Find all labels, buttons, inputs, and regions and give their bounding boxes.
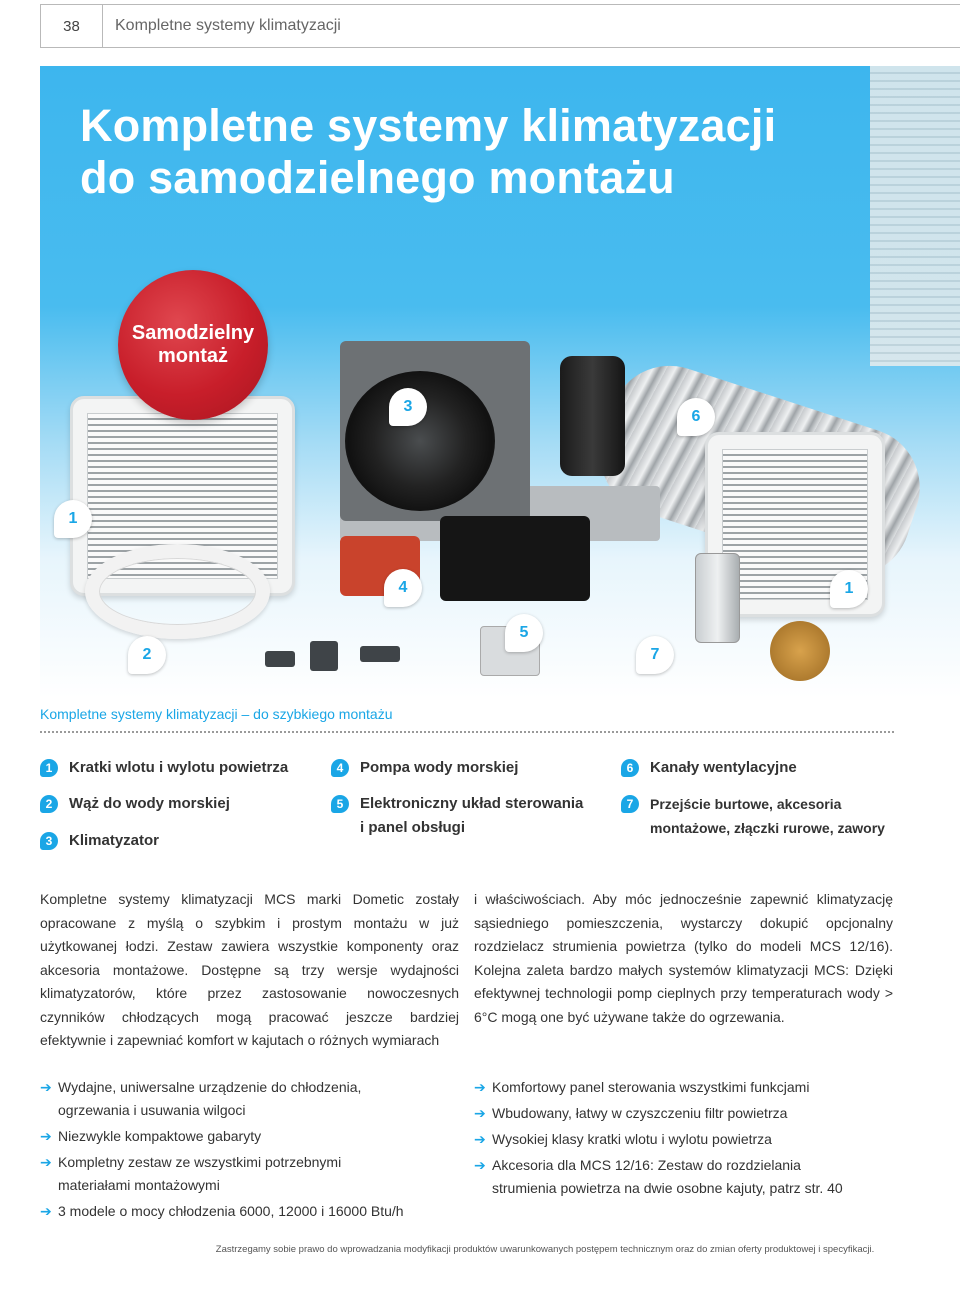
body-text-left — [40, 888, 459, 1053]
legend-label: Pompa wody morskiej — [360, 759, 519, 776]
feature-text: strumienia powietrza na dwie osobne kajuty, patrz str. 40 — [492, 1180, 843, 1196]
legend-item-6 — [621, 756, 797, 780]
feature-item — [40, 1076, 460, 1122]
arrow-right-icon: ➔ — [40, 1154, 52, 1170]
hero-title — [80, 100, 776, 204]
legend-label-line2: montażowe, złączki rurowe, zawory — [650, 820, 885, 836]
feature-text: Wbudowany, łatwy w czyszczeniu filtr powietrza — [492, 1105, 788, 1121]
background-blinds — [870, 66, 960, 366]
hero-banner — [40, 66, 960, 698]
water-hose-image — [85, 544, 270, 639]
arrow-right-icon: ➔ — [474, 1157, 486, 1173]
body-text-right — [474, 888, 893, 1029]
feature-list-right — [474, 1076, 894, 1203]
callout-1-left: 1 — [54, 500, 92, 538]
hero-title-line2: do samodzielnego montażu — [80, 152, 675, 203]
feature-text: materiałami montażowymi — [58, 1177, 220, 1193]
legend-number: 4 — [331, 759, 349, 777]
legend-number: 2 — [40, 795, 58, 813]
feature-text: Wysokiej klasy kratki wlotu i wylotu powietrza — [492, 1131, 772, 1147]
feature-text: Kompletny zestaw ze wszystkimi potrzebnymi — [58, 1154, 342, 1170]
feature-item — [40, 1200, 460, 1223]
legend-label-line1: Przejście burtowe, akcesoria — [650, 796, 842, 812]
body-paragraph-left: Kompletne systemy klimatyzacji MCS marki Dometic zostały opracowane z myślą o szybkim i prostym montażu w już użytkowanej łodzi. Zestaw zawiera wszystkie komponenty oraz akcesoria montażowe. Dostępne są trzy wersje wydajności klimatyzatorów, które przez zastosowanie nowoczesnych czynników chłodzących mogą pracować jeszcze bardziej efektywnie i zapewniać komfort w kajutach o różnych wymiarach — [40, 891, 459, 1048]
legend-number: 1 — [40, 759, 58, 777]
callout-6: 6 — [677, 398, 715, 436]
legend-label — [650, 792, 885, 840]
arrow-right-icon: ➔ — [474, 1079, 486, 1095]
feature-text: ogrzewania i usuwania wilgoci — [58, 1102, 246, 1118]
arrow-right-icon: ➔ — [474, 1105, 486, 1121]
legend-label: Klimatyzator — [69, 832, 160, 849]
legend-item-1 — [40, 756, 288, 780]
footer-disclaimer: Zastrzegamy sobie prawo do wprowadzania modyfikacji produktów uwarunkowanych postępem technicznym oraz do zmian oferty produktowej i specyfikacji. — [215, 1244, 875, 1255]
body-paragraph-right: i właściwościach. Aby móc jednocześnie zapewnić klimatyzację sąsiedniego pomieszczenia, wystarczy dokupić opcjonalny rozdzielacz strumienia powietrza (tylko do modeli MCS 12/16). Kolejna zaleta bardzo małych systemów klimatyzacji MCS: Dzięki efektywnej technologii pomp cieplnych przy temperaturach wody > 6°C mogą one być używane także do ogrzewania. — [474, 891, 893, 1025]
badge-line2: montaż — [158, 345, 228, 367]
figure-caption: Kompletne systemy klimatyzacji – do szybkiego montażu — [40, 706, 393, 722]
legend-label: Wąż do wody morskiej — [69, 795, 230, 812]
legend-number: 3 — [40, 832, 58, 850]
legend-item-3 — [40, 829, 159, 853]
page-header — [40, 4, 960, 48]
legend-item-7 — [621, 792, 885, 840]
legend-label-line2: i panel obsługi — [360, 819, 466, 836]
section-title: Kompletne systemy klimatyzacji — [115, 17, 341, 34]
legend-number: 5 — [331, 795, 349, 813]
legend-label-line1: Elektroniczny układ sterowania — [360, 795, 584, 812]
hose-fitting-image — [265, 651, 295, 667]
hero-title-line1: Kompletne systemy klimatyzacji — [80, 100, 777, 151]
feature-text: Niezwykle kompaktowe gabaryty — [58, 1128, 262, 1144]
arrow-right-icon: ➔ — [40, 1203, 52, 1219]
feature-item — [474, 1128, 894, 1151]
control-box-image — [440, 516, 590, 601]
arrow-right-icon: ➔ — [474, 1131, 486, 1147]
callout-3: 3 — [389, 388, 427, 426]
dotted-divider — [40, 731, 894, 733]
legend-label: Kanały wentylacyjne — [650, 759, 797, 776]
feature-list-left — [40, 1076, 460, 1226]
callout-7: 7 — [636, 636, 674, 674]
legend-item-4 — [331, 756, 518, 780]
feature-text: Wydajne, uniwersalne urządzenie do chłodzenia, — [58, 1079, 362, 1095]
callout-4: 4 — [384, 569, 422, 607]
feature-item — [474, 1076, 894, 1099]
legend-label — [360, 792, 583, 840]
arrow-right-icon: ➔ — [40, 1128, 52, 1144]
feature-item — [474, 1154, 894, 1200]
feature-item — [40, 1151, 460, 1197]
feature-text: Komfortowy panel sterowania wszystkimi funkcjami — [492, 1079, 810, 1095]
arrow-right-icon: ➔ — [40, 1079, 52, 1095]
feature-item — [474, 1102, 894, 1125]
water-filter-image — [695, 553, 740, 643]
feature-item — [40, 1125, 460, 1148]
callout-1-right: 1 — [830, 570, 868, 608]
self-install-badge — [118, 270, 268, 420]
legend-number: 7 — [621, 795, 639, 813]
legend-number: 6 — [621, 759, 639, 777]
feature-text: 3 modele o mocy chłodzenia 6000, 12000 i 16000 Btu/h — [58, 1203, 404, 1219]
legend-item-5 — [331, 792, 583, 840]
page-number: 38 — [41, 5, 103, 47]
callout-2: 2 — [128, 636, 166, 674]
legend-label: Kratki wlotu i wylotu powietrza — [69, 759, 289, 776]
legend-item-2 — [40, 792, 230, 816]
through-hull-fitting-image — [770, 621, 830, 681]
callout-5: 5 — [505, 614, 543, 652]
badge-line1: Samodzielny — [131, 322, 255, 344]
hose-fitting-image — [310, 641, 338, 671]
feature-text: Akcesoria dla MCS 12/16: Zestaw do rozdzielania — [492, 1157, 801, 1173]
hose-fitting-image — [360, 646, 400, 662]
compressor-image — [560, 356, 625, 476]
